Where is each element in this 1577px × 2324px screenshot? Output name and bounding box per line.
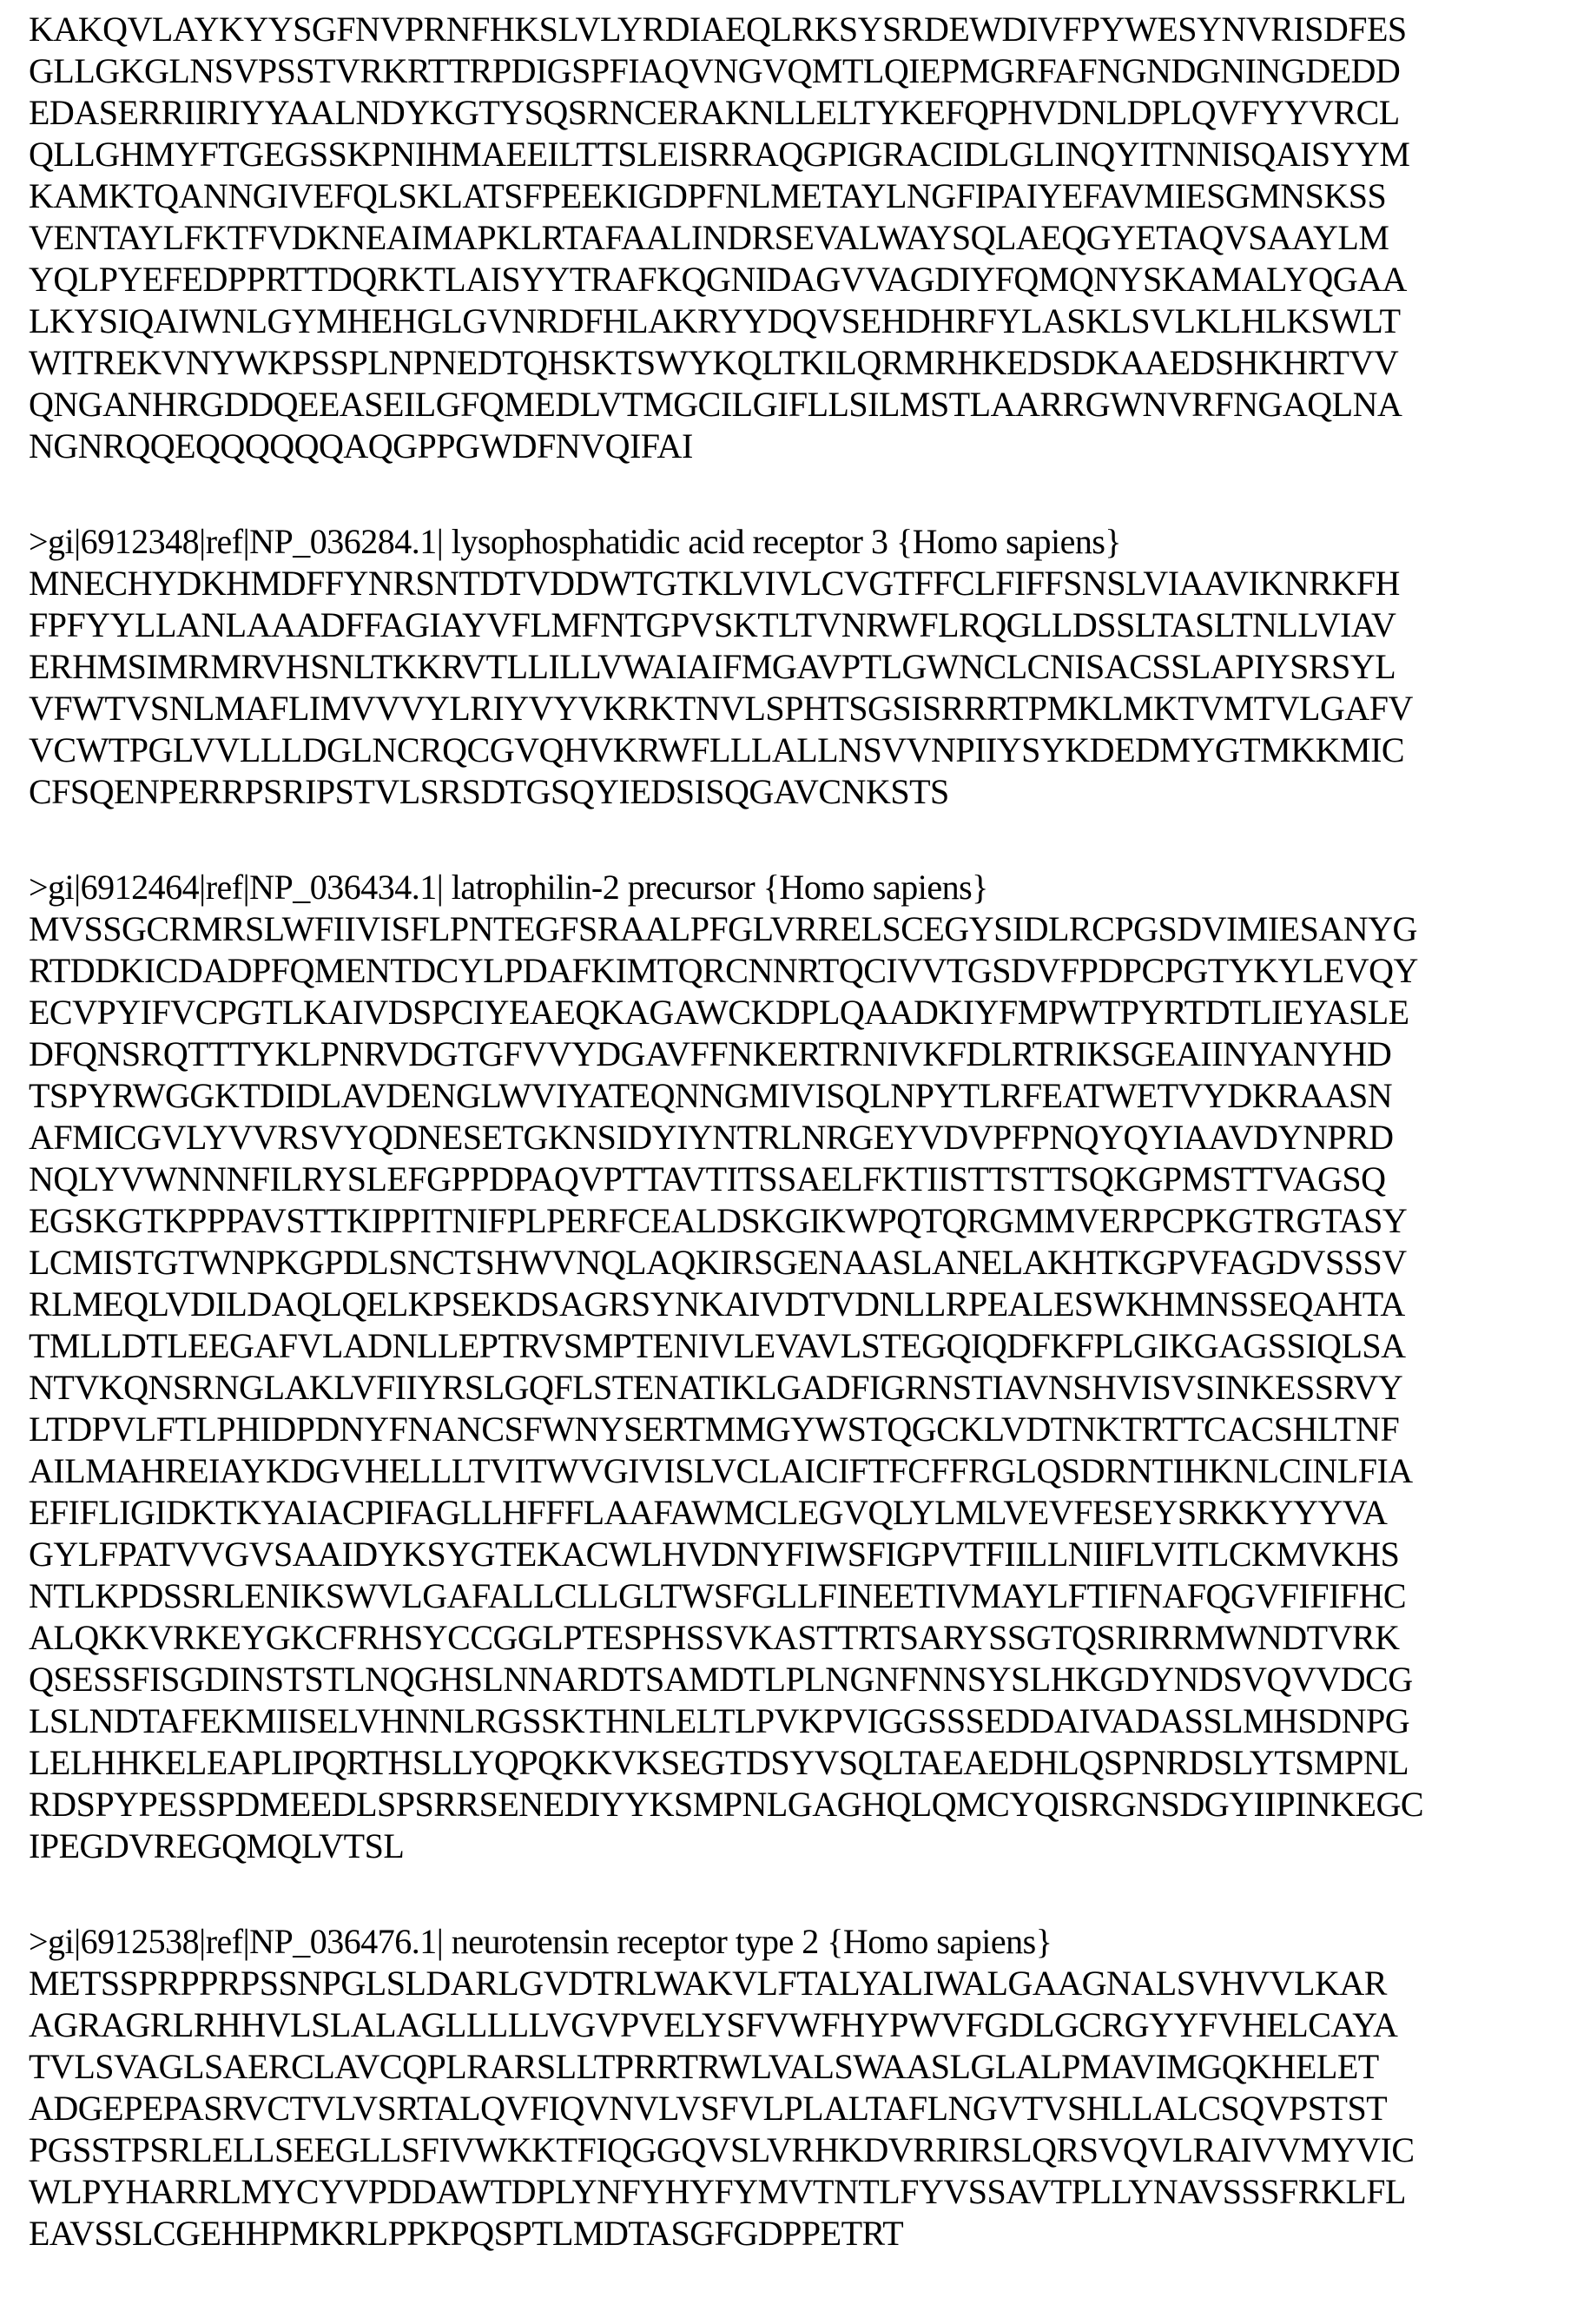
sequence-line: RDSPYPESSPDMEEDLSPSRRSENEDIYYKSMPNLGAGHQLQMCYQISRGNSDGYIIPINKEGC bbox=[29, 1785, 1424, 1824]
sequence-line: PGSSTPSRLELLSEEGLLSFIVWKKTFIQGGQVSLVRHKDVRRIRSLQRSVQVLRAIVVMYVIC bbox=[29, 2130, 1415, 2169]
sequence-line: KAMKTQANNGIVEFQLSKLATSFPEEKIGDPFNLMETAYLNGFIPAIYEFAVMIESGMNSKSS bbox=[29, 176, 1387, 215]
sequence-line: TMLLDTLEEGAFVLADNLLEPTRVSMPTENIVLEVAVLSTEGQIQDFKFPLGIKGAGSSIQLSA bbox=[29, 1326, 1406, 1365]
sequence-line: EDASERRIIRIYYAALNDYKGTYSQSRNCERAKNLLELTYKEFQPHVDNLDPLQVFYYVRCL bbox=[29, 93, 1400, 132]
sequence-line: NTVKQNSRNGLAKLVFIIYRSLGQFLSTENATIKLGADFIGRNSTIAVNSHVISVSINKESSRVY bbox=[29, 1368, 1403, 1407]
sequence-line: AFMICGVLYVVRSVYQDNESETGKNSIDYIYNTRLNRGEYVDVPFPNQYQYIAAVDYNPRD bbox=[29, 1118, 1394, 1157]
sequence-line: NTLKPDSSRLENIKSWVLGAFALLCLLGLTWSFGLLFINEETIVMAYLFTIFNAFQGVFIFIFHC bbox=[29, 1576, 1407, 1615]
fasta-header: >gi|6912348|ref|NP_036284.1| lysophosphatidic acid receptor 3 {Homo sapiens} bbox=[29, 522, 1122, 561]
sequence-line: TVLSVAGLSAERCLAVCQPLRARSLLTPRRTRWLVALSWAASLGLALPMAVIMGQKHELET bbox=[29, 2047, 1379, 2086]
sequence-line: LTDPVLFTLPHIDPDNYFNANCSFWNYSERTMMGYWSTQGCKLVDTNKTRTTCACSHLTNF bbox=[29, 1410, 1400, 1449]
fasta-header: >gi|6912464|ref|NP_036434.1| latrophilin-2 precursor {Homo sapiens} bbox=[29, 868, 988, 907]
sequence-line: METSSPRPPRPSSNPGLSLDARLGVDTRLWAKVLFTALYALIWALGAAGNALSVHVVLKAR bbox=[29, 1964, 1387, 2003]
sequence-line: RTDDKICDADPFQMENTDCYLPDAFKIMTQRCNNRTQCIVVTGSDVFPDPCPGTYKYLEVQY bbox=[29, 951, 1418, 990]
sequence-line: LKYSIQAIWNLGYMHEHGLGVNRDFHLAKRYYDQVSEHDHRFYLASKLSVLKLHLKSWLT bbox=[29, 301, 1401, 340]
sequence-line: EAVSSLCGEHHPMKRLPPKPQSPTLMDTASGFGDPPETRT bbox=[29, 2214, 904, 2253]
sequence-line: LSLNDTAFEKMIISELVHNNLRGSSKTHNLELTLPVKPVIGGSSSEDDAIVADASSLMHSDNPG bbox=[29, 1701, 1410, 1740]
sequence-line: IPEGDVREGQMQLVTSL bbox=[29, 1826, 405, 1865]
sequence-line: MVSSGCRMRSLWFIIVISFLPNTEGFSRAALPFGLVRRELSCEGYSIDLRCPGSDVIMIESANYG bbox=[29, 909, 1417, 948]
sequence-line: GLLGKGLNSVPSSTVRKRTTRPDIGSPFIAQVNGVQMTLQIEPMGRFAFNGNDGNINGDEDD bbox=[29, 51, 1401, 90]
sequence-line: VCWTPGLVVLLLDGLNCRQCGVQHVKRWFLLLALLNSVVNPIIYSYKDEDMYGTMKKMIC bbox=[29, 730, 1405, 769]
sequence-line: LCMISTGTWNPKGPDLSNCTSHWVNQLAQKIRSGENAASLANELAKHTKGPVFAGDVSSSV bbox=[29, 1243, 1407, 1282]
sequence-line: ECVPYIFVCPGTLKAIVDSPCIYEAEQKAGAWCKDPLQAADKIYFMPWTPYRTDTLIEYASLE bbox=[29, 993, 1409, 1032]
fasta-record bbox=[29, 1921, 1551, 2255]
sequence-line: QNGANHRGDDQEEASEILGFQMEDLVTMGCILGIFLLSILMSTLAARRGWNVRFNGAQLNA bbox=[29, 385, 1402, 424]
sequence-line: AILMAHREIAYKDGVHELLLTVITWVGIVISLVCLAICIFTFCFFRGLQSDRNTIHKNLCINLFIA bbox=[29, 1451, 1413, 1490]
sequence-line: DFQNSRQTTTYKLPNRVDGTGFVVYDGAVFFNKERTRNIVKFDLRTRIKSGEAIINYANYHD bbox=[29, 1034, 1392, 1073]
sequence-line: YQLPYEFEDPPRTTDQRKTLAISYYTRAFKQGNIDAGVVAGDIYFQMQNYSKAMALYQGAA bbox=[29, 260, 1407, 299]
sequence-line: LELHHKELEAPLIPQRTHSLLYQPQKKVKSEGTDSYVSQLTAEAEDHLQSPNRDSLYTSMPNL bbox=[29, 1743, 1409, 1782]
sequence-line: CFSQENPERRPSRIPSTVLSRSDTGSQYIEDSISQGAVCNKSTS bbox=[29, 772, 949, 811]
sequence-line: WITREKVNYWKPSSPLNPNEDTQHSKTSWYKQLTKILQRMRHKEDSDKAAEDSHKHRTVV bbox=[29, 343, 1399, 382]
sequence-line: VENTAYLFKTFVDKNEAIMAPKLRTAFAALINDRSEVALWAYSQLAEQGYETAQVSAAYLM bbox=[29, 218, 1389, 257]
sequence-line: GYLFPATVVGVSAAIDYKSYGTEKACWLHVDNYFIWSFIGPVTFIILLNIIFLVITLCKMVKHS bbox=[29, 1535, 1400, 1574]
sequence-line: EFIFLIGIDKTKYAIACPIFAGLLHFFFLAAFAWMCLEGVQLYLMLVEVFESEYSRKKYYYVA bbox=[29, 1493, 1388, 1532]
sequence-line: VFWTVSNLMAFLIMVVVYLRIYVYVKRKTNVLSPHTSGSISRRRTPMKLMKTVMTVLGAFV bbox=[29, 689, 1413, 728]
sequence-line: NGNRQQEQQQQQQAQGPPGWDFNVQIFAI bbox=[29, 426, 693, 465]
sequence-line: NQLYVWNNNFILRYSLEFGPPDPAQVPTTAVTITSSAELFKTIISTTSTTSQKGPMSTTVAGSQ bbox=[29, 1159, 1386, 1198]
sequence-line: ADGEPEPASRVCTVLVSRTALQVFIQVNVLVSFVLPLALTAFLNGVTVSHLLALCSQVPSTST bbox=[29, 2089, 1388, 2128]
sequence-line: ERHMSIMRMRVHSNLTKKRVTLLILLVWAIAIFMGAVPTLGWNCLCNISACSSLAPIYSRSYL bbox=[29, 647, 1396, 686]
sequence-line: AGRAGRLRHHVLSLALAGLLLLLVGVPVELYSFVWFHYPWVFGDLGCRGYYFVHELCAYA bbox=[29, 2005, 1398, 2044]
fasta-record bbox=[29, 521, 1551, 813]
sequence-line: FPFYYLLANLAAADFFAGIAYVFLMFNTGPVSKTLTVNRWFLRQGLLDSSLTASLTNLLVIAV bbox=[29, 605, 1396, 644]
fasta-header: >gi|6912538|ref|NP_036476.1| neurotensin receptor type 2 {Homo sapiens} bbox=[29, 1922, 1052, 1961]
sequence-line: QLLGHMYFTGEGSSKPNIHMAEEILTTSLEISRRAQGPIGRACIDLGLINQYITNNISQAISYYM bbox=[29, 135, 1410, 174]
sequence-line: MNECHYDKHMDFFYNRSNTDTVDDWTGTKLVIVLCVGTFFCLFIFFSNSLVIAAVIKNRKFH bbox=[29, 564, 1400, 603]
sequence-line: TSPYRWGGKTDIDLAVDENGLWVIYATEQNNGMIVISQLNPYTLRFEATWETVYDKRAASN bbox=[29, 1076, 1393, 1115]
sequence-line: KAKQVLAYKYYSGFNVPRNFHKSLVLYRDIAEQLRKSYSRDEWDIVFPYWESYNVRISDFES bbox=[29, 10, 1407, 49]
sequence-line: RLMEQLVDILDAQLQELKPSEKDSAGRSYNKAIVDTVDNLLRPEALESWKHMNSSEQAHTA bbox=[29, 1284, 1405, 1324]
sequence-line: QSESSFISGDINSTSTLNQGHSLNNARDTSAMDTLPLNGNFNNSYSLHKGDYNDSVQVVDCG bbox=[29, 1660, 1413, 1699]
sequence-line: WLPYHARRLMYCYVPDDAWTDPLYNFYHYFYMVTNTLFYVSSAVTPLLYNAVSSSFRKLFL bbox=[29, 2172, 1406, 2211]
sequence-line: EGSKGTKPPPAVSTTKIPPITNIFPLPERFCEALDSKGIKWPQTQRGMMVERPCPKGTRGTASY bbox=[29, 1201, 1408, 1240]
sequence-line: ALQKKVRKEYGKCFRHSYCCGGLPTESPHSSVKASTTRTSARYSSGTQSRIRRMWNDTVRK bbox=[29, 1618, 1400, 1657]
fasta-sequence-continuation bbox=[29, 9, 1551, 467]
fasta-record bbox=[29, 867, 1551, 1867]
